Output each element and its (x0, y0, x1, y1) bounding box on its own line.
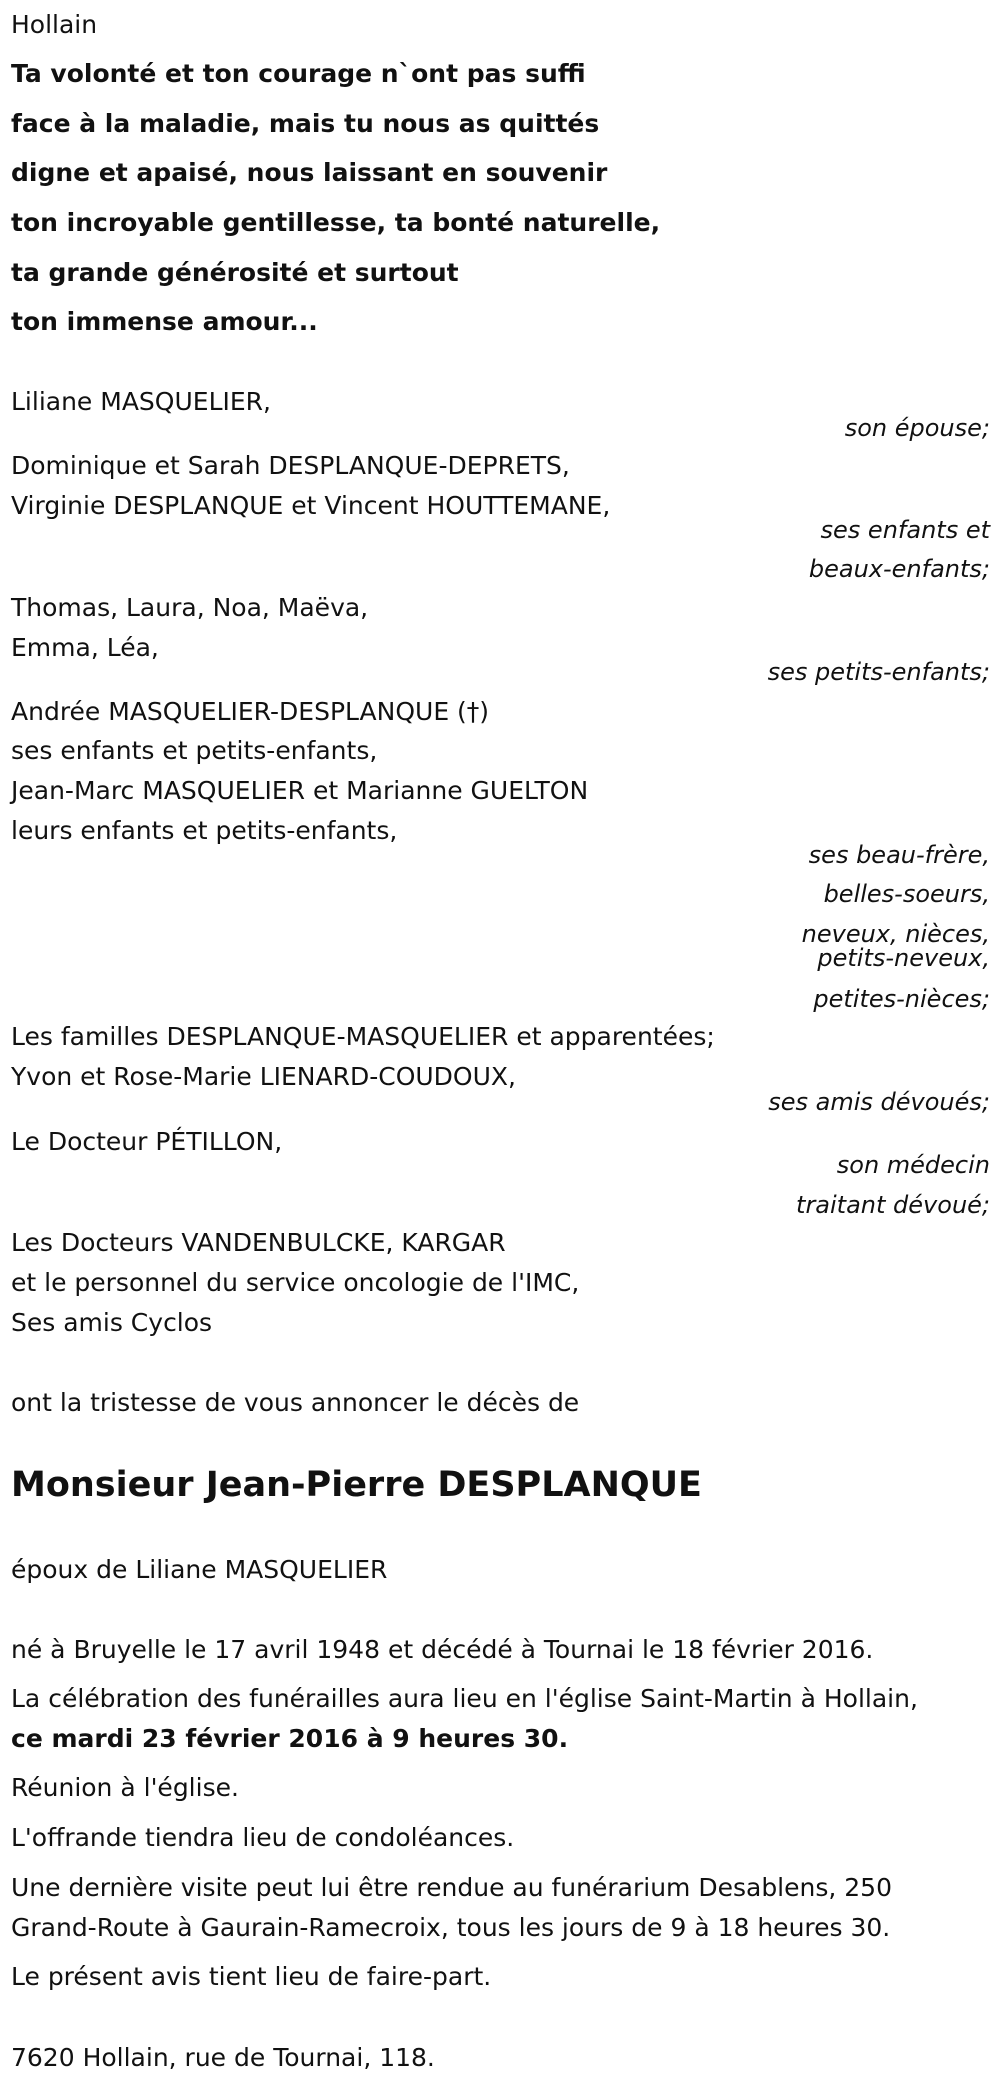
poem-line-1: Ta volonté et ton courage n`ont pas suffi (11, 59, 586, 88)
wife-relation: son épouse; (844, 414, 990, 442)
children-line-2: Virginie DESPLANQUE et Vincent HOUTTEMANE, (11, 491, 611, 520)
relatives-line: Les familles DESPLANQUE-MASQUELIER et apparentées; (11, 1022, 715, 1051)
siblings-relation-2: belles-soeurs, (823, 880, 990, 908)
poem-line-3: digne et apaisé, nous laissant en souvenir (11, 158, 608, 187)
ceremony-date: ce mardi 23 février 2016 à 9 heures 30. (11, 1724, 569, 1753)
doctor-relation-1: son médecin (836, 1151, 990, 1179)
siblings-relation-1: ses beau-frère, (808, 841, 990, 869)
others-line-2: et le personnel du service oncologie de l'IMC, (11, 1268, 580, 1297)
others-line-1: Les Docteurs VANDENBULCKE, KARGAR (11, 1228, 506, 1257)
siblings-relation-4: petits-neveux, (817, 944, 990, 972)
children-relation-2: beaux-enfants; (808, 555, 990, 583)
announce-line: ont la tristesse de vous annoncer le décès de (11, 1388, 580, 1417)
children-line-1: Dominique et Sarah DESPLANQUE-DEPRETS, (11, 451, 570, 480)
notice-line: Le présent avis tient lieu de faire-part. (11, 1962, 492, 1991)
doctor-line: Le Docteur PÉTILLON, (11, 1127, 283, 1156)
siblings-relation-5: petites-nièces; (813, 985, 990, 1013)
birth-death-line: né à Bruyelle le 17 avril 1948 et décédé à Tournai le 18 février 2016. (11, 1635, 874, 1664)
poem-line-4: ton incroyable gentillesse, ta bonté naturelle, (11, 208, 661, 237)
meeting-line: Réunion à l'église. (11, 1773, 239, 1802)
ceremony-line: La célébration des funérailles aura lieu en l'église Saint-Martin à Hollain, (11, 1684, 918, 1713)
grandchildren-relation: ses petits-enfants; (767, 658, 990, 686)
siblings-line-2: ses enfants et petits-enfants, (11, 736, 378, 765)
children-relation-1: ses enfants et (820, 516, 990, 544)
deceased-name: Monsieur Jean-Pierre DESPLANQUE (11, 1465, 702, 1505)
spouse-line: époux de Liliane MASQUELIER (11, 1555, 388, 1584)
wife-name: Liliane MASQUELIER, (11, 387, 271, 416)
grandchildren-line-1: Thomas, Laura, Noa, Maëva, (11, 593, 369, 622)
location-header: Hollain (11, 10, 98, 39)
grandchildren-line-2: Emma, Léa, (11, 633, 159, 662)
poem-line-2: face à la maladie, mais tu nous as quittés (11, 109, 600, 138)
doctor-relation-2: traitant dévoué; (796, 1191, 990, 1219)
visit-line-1: Une dernière visite peut lui être rendue au funérarium Desablens, 250 (11, 1873, 892, 1902)
friends-relation: ses amis dévoués; (768, 1088, 990, 1116)
siblings-relation-3: neveux, nièces, (801, 920, 990, 948)
poem-line-5: ta grande générosité et surtout (11, 258, 459, 287)
visit-line-2: Grand-Route à Gaurain-Ramecroix, tous les jours de 9 à 18 heures 30. (11, 1913, 891, 1942)
siblings-line-3: Jean-Marc MASQUELIER et Marianne GUELTON (11, 776, 589, 805)
friends-line: Yvon et Rose-Marie LIENARD-COUDOUX, (11, 1062, 516, 1091)
others-line-3: Ses amis Cyclos (11, 1308, 213, 1337)
offering-line: L'offrande tiendra lieu de condoléances. (11, 1823, 515, 1852)
siblings-line-4: leurs enfants et petits-enfants, (11, 816, 398, 845)
address-line: 7620 Hollain, rue de Tournai, 118. (11, 2043, 435, 2072)
poem-line-6: ton immense amour... (11, 307, 318, 336)
siblings-line-1: Andrée MASQUELIER-DESPLANQUE (†) (11, 697, 490, 726)
